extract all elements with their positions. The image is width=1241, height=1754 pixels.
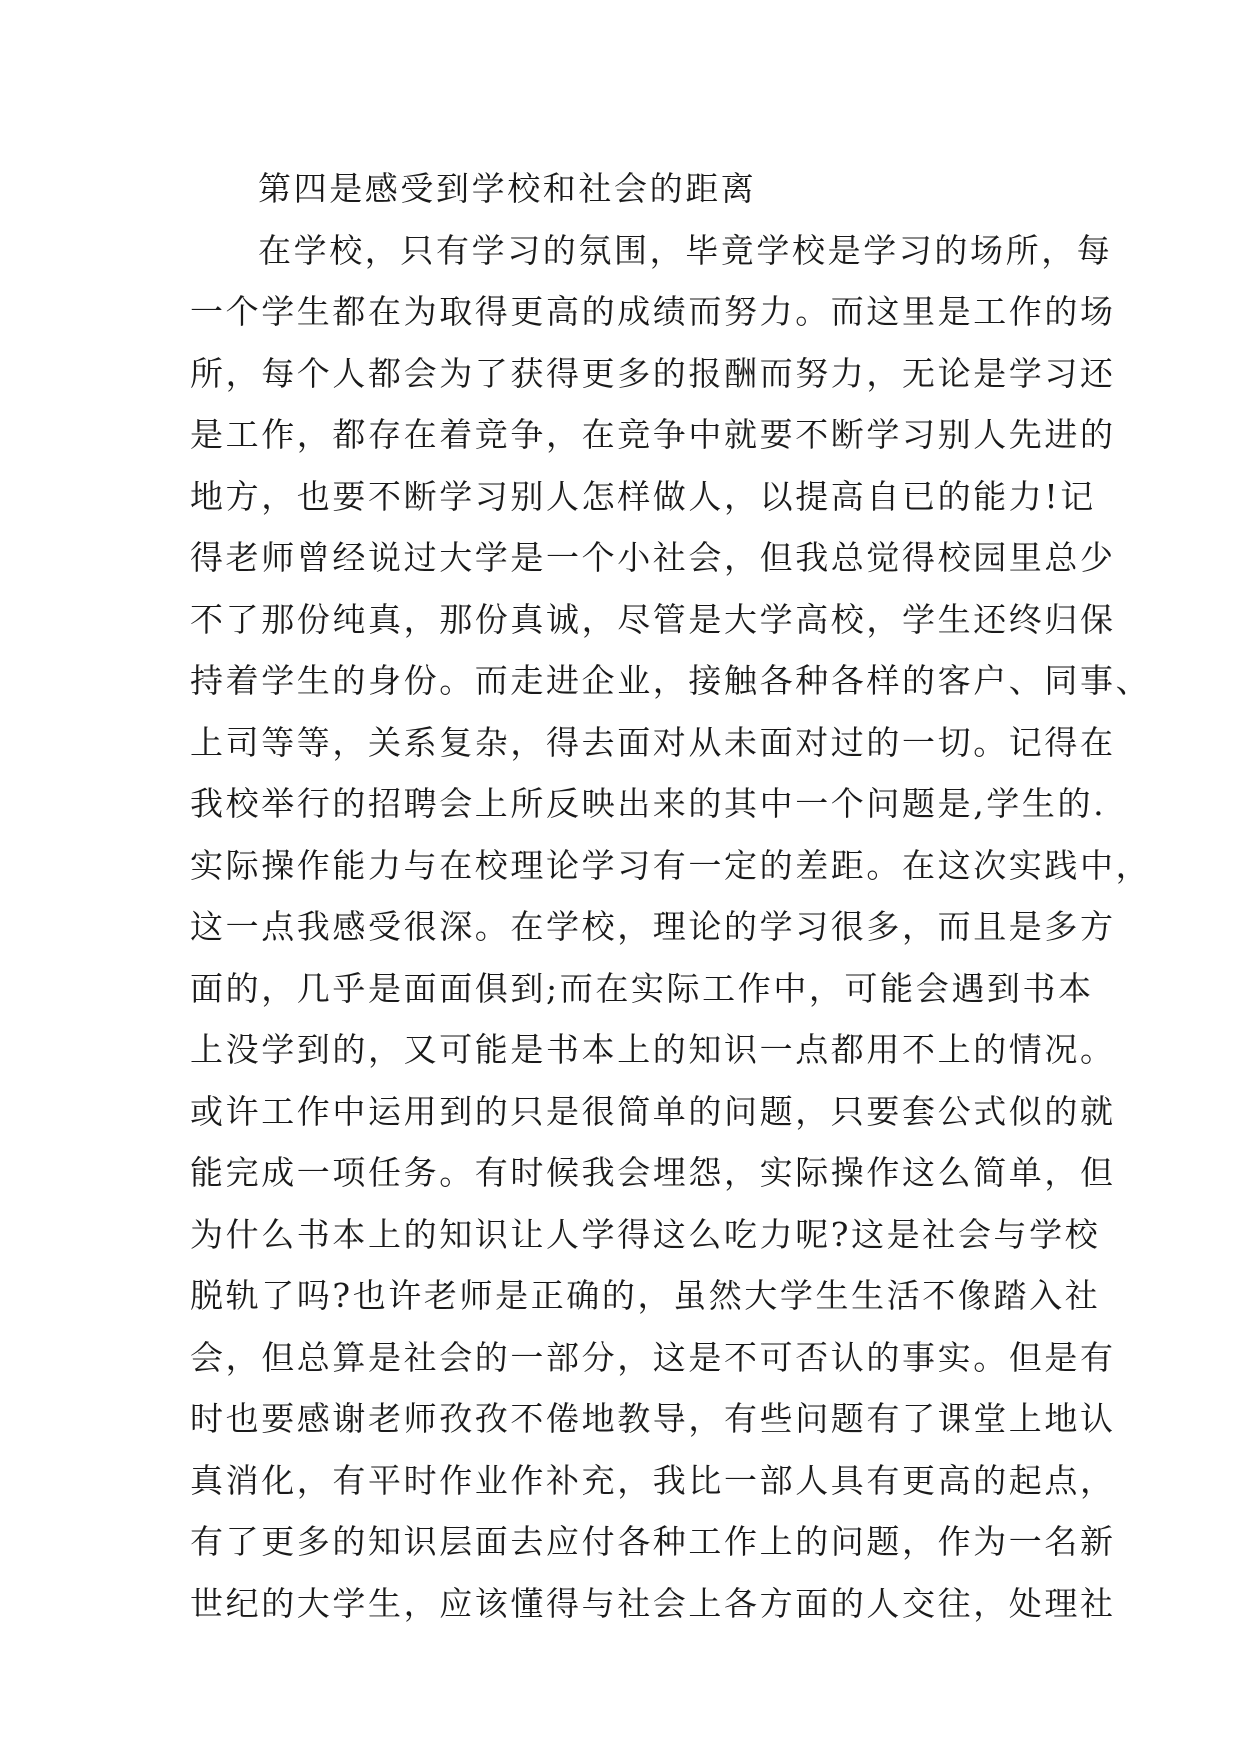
paragraph-line: 是工作，都存在着竞争，在竞争中就要不断学习别人先进的	[190, 415, 1116, 454]
paragraph-line: 会，但总算是社会的一部分，这是不可否认的事实。但是有	[190, 1337, 1116, 1377]
paragraph-line: 或许工作中运用到的只是很简单的问题，只要套公式似的就	[190, 1091, 1116, 1131]
paragraph-line: 上司等等，关系复杂，得去面对从未面对过的一切。记得在	[190, 722, 1116, 762]
paragraph-line: 这一点我感受很深。在学校，理论的学习很多，而且是多方	[190, 907, 1116, 946]
paragraph-line: 得老师曾经说过大学是一个小社会，但我总觉得校园里总少	[190, 538, 1116, 577]
paragraph-line: 在学校，只有学习的氛围，毕竟学校是学习的场所，每	[258, 230, 1113, 270]
paragraph-line: 时也要感谢老师孜孜不倦地教导，有些问题有了课堂上地认	[190, 1399, 1116, 1438]
paragraph-line: 真消化，有平时作业作补充，我比一部人具有更高的起点，	[190, 1460, 1116, 1500]
paragraph-line: 持着学生的身份。而走进企业，接触各种各样的客户、同事、	[190, 661, 1152, 700]
paragraph-line: 面的，几乎是面面俱到;而在实际工作中，可能会遇到书本	[190, 968, 1094, 1008]
paragraph-line: 脱轨了吗?也许老师是正确的，虽然大学生生活不像踏入社	[190, 1276, 1101, 1315]
paragraph-line: 实际操作能力与在校理论学习有一定的差距。在这次实践中，	[190, 845, 1152, 885]
paragraph-line: 我校举行的招聘会上所反映出来的其中一个问题是,学生的.	[190, 784, 1107, 823]
paragraph-line: 世纪的大学生，应该懂得与社会上各方面的人交往，处理社	[190, 1583, 1116, 1623]
section-heading: 第四是感受到学校和社会的距离	[258, 169, 757, 208]
paragraph-line: 上没学到的，又可能是书本上的知识一点都用不上的情况。	[190, 1030, 1116, 1069]
paragraph-line: 地方，也要不断学习别人怎样做人，以提高自已的能力!记	[190, 476, 1096, 516]
paragraph-line: 能完成一项任务。有时候我会埋怨，实际操作这么简单，但	[190, 1153, 1116, 1192]
paragraph-line: 所，每个人都会为了获得更多的报酬而努力，无论是学习还	[190, 353, 1116, 393]
paragraph-line: 为什么书本上的知识让人学得这么吃力呢?这是社会与学校	[190, 1214, 1101, 1254]
paragraph-line: 不了那份纯真，那份真诚，尽管是大学高校，学生还终归保	[190, 599, 1116, 639]
paragraph-line: 有了更多的知识层面去应付各种工作上的问题，作为一名新	[190, 1522, 1116, 1561]
document-body	[190, 158, 1152, 1634]
paragraph-line: 一个学生都在为取得更高的成绩而努力。而这里是工作的场	[190, 292, 1116, 331]
